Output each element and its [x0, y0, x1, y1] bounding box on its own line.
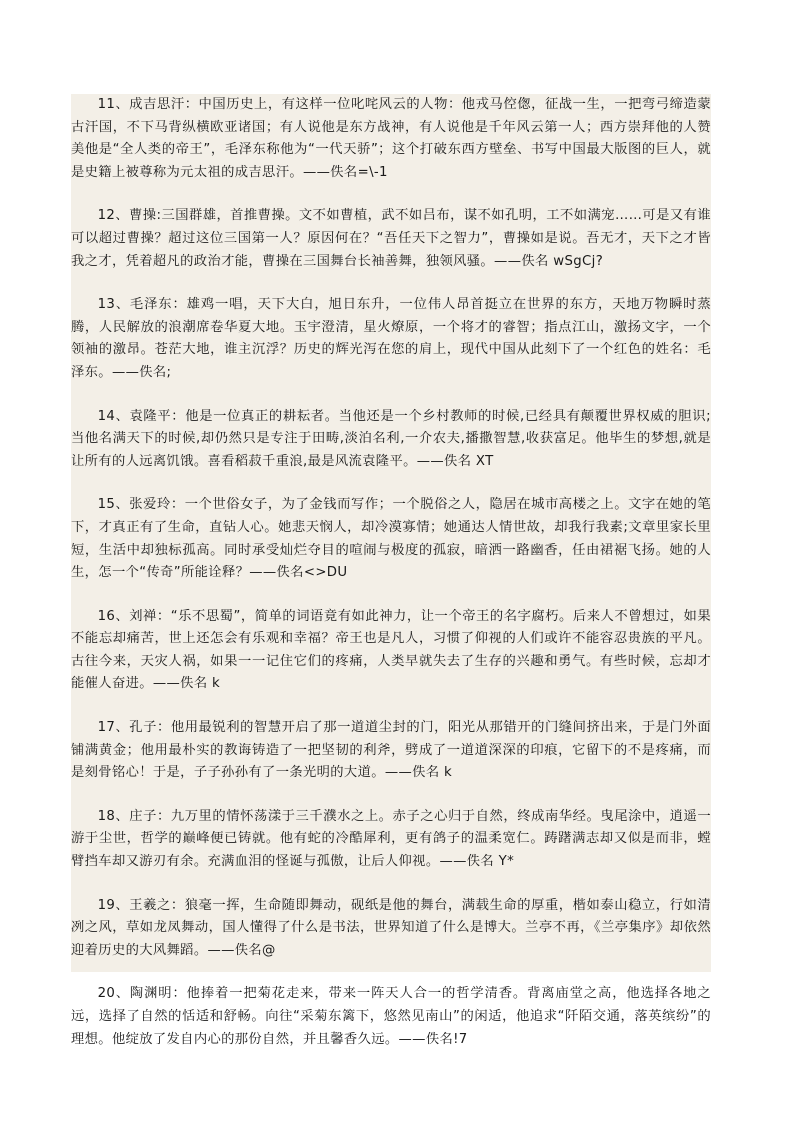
paragraph-15-zhang-ailing: 15、张爱玲：一个世俗女子，为了金钱而写作；一个脱俗之人，隐居在城市高楼之上。文字在她的笔下，才真正有了生命，直钻人心。她悲天悯人，却冷漠寡情；她通达人情世故，却我行我素;文章里家长里短，生活中却独标孤高。同时承受灿烂夺目的喧闹与极度的孤寂，暗洒一路幽香，任由裙裾飞扬。她的人生，怎一个“传奇”所能诠释？——佚名<>DU [71, 497, 711, 581]
paragraph-18-zhuangzi: 18、庄子：九万里的情怀荡漾于三千濮水之上。赤子之心归于自然，终成南华经。曳尾涂中，逍遥一游于尘世，哲学的巅峰便已铸就。他有蛇的冷酷犀利，更有鸽子的温柔宽仁。踌躇满志却又似是而非，螳臂挡车却又游刃有余。充满血泪的怪诞与孤傲，让后人仰视。——佚名 Y* [71, 808, 711, 870]
paragraph-19-wang-xizhi: 19、王羲之：狼毫一挥，生命随即舞动，砚纸是他的舞台，满载生命的厚重，楷如泰山稳立，行如清冽之风，草如龙凤舞动，国人懂得了什么是书法，世界知道了什么是博大。兰亭不再，《兰亭集序》却依然迎着历史的大风舞蹈。——佚名@ [71, 897, 711, 958]
paragraph-14-yuan-longping: 14、袁隆平：他是一位真正的耕耘者。当他还是一个乡村教师的时候,已经具有颠覆世界权威的胆识;当他名满天下的时候,却仍然只是专注于田畴,淡泊名利,一介农夫,播撒智慧,收获富足。他毕生的梦想,就是让所有的人远离饥饿。喜看稻菽千重浪,最是风流袁隆平。——佚名 XT [71, 408, 711, 469]
paragraph-11-genghis-khan: 11、成吉思汗：中国历史上，有这样一位叱咤风云的人物：他戎马倥偬，征战一生，一把弯弓缔造蒙古汗国，不下马背纵横欧亚诸国；有人说他是东方战神，有人说他是千年风云第一人；西方崇拜他的人赞美他是“全人类的帝王”，毛泽东称他为“一代天骄”；这个打破东西方壁垒、书写中国最大版图的巨人，就是史籍上被尊称为元太祖的成吉思汗。——佚名=\-1 [71, 97, 711, 180]
paragraph-20-tao-yuanming: 20、陶渊明：他捧着一把菊花走来，带来一阵天人合一的哲学清香。背离庙堂之高，他选择各地之远，选择了自然的恬适和舒畅。向往“采菊东篱下，悠然见南山”的闲适，他追求“阡陌交通，落英缤纷”的理想。他绽放了发自内心的那份自然，并且馨香久远。——佚名!7 [71, 986, 711, 1047]
paragraph-13-mao-zedong: 13、毛泽东：雄鸡一唱，天下大白，旭日东升，一位伟人昂首挺立在世界的东方，天地万物瞬时蒸腾，人民解放的浪潮席卷华夏大地。玉宇澄清，星火燎原，一个将才的睿智；指点江山，激扬文字，一个领袖的激昂。苍茫大地，谁主沉浮？历史的辉光泻在您的肩上，现代中国从此刻下了一个红色的姓名：毛泽东。——佚名; [71, 297, 711, 380]
paragraph-16-liu-shan: 16、刘禅：“乐不思蜀”，简单的词语竟有如此神力，让一个帝王的名字腐朽。后来人不曾想过，如果不能忘却痛苦，世上还怎会有乐观和幸福？帝王也是凡人，习惯了仰视的人们或许不能容忍贵族的平凡。古往今来，天灾人祸，如果一一记住它们的疼痛，人类早就失去了生存的兴趣和勇气。有些时候，忘却才能催人奋进。——佚名 k [71, 608, 711, 692]
essay-text-block [71, 94, 711, 1047]
paragraph-12-cao-cao: 12、曹操:三国群雄，首推曹操。文不如曹植，武不如吕布，谋不如孔明，工不如满宠……可是又有谁可以超过曹操？超过这位三国第一人？原因何在？“吾任天下之智力”，曹操如是说。吾无才，天下之才皆我之才，凭着超凡的政治才能，曹操在三国舞台长袖善舞，独领风骚。——佚名 wSgCj? [71, 208, 711, 269]
paragraph-17-confucius: 17、孔子：他用最锐利的智慧开启了那一道道尘封的门，阳光从那错开的门缝间挤出来，于是门外面铺满黄金；他用最朴实的教诲铸造了一把坚韧的利斧，劈成了一道道深深的印痕，它留下的不是疼痛，而是刻骨铭心！于是，子子孙孙有了一条光明的大道。——佚名 k [71, 720, 711, 781]
